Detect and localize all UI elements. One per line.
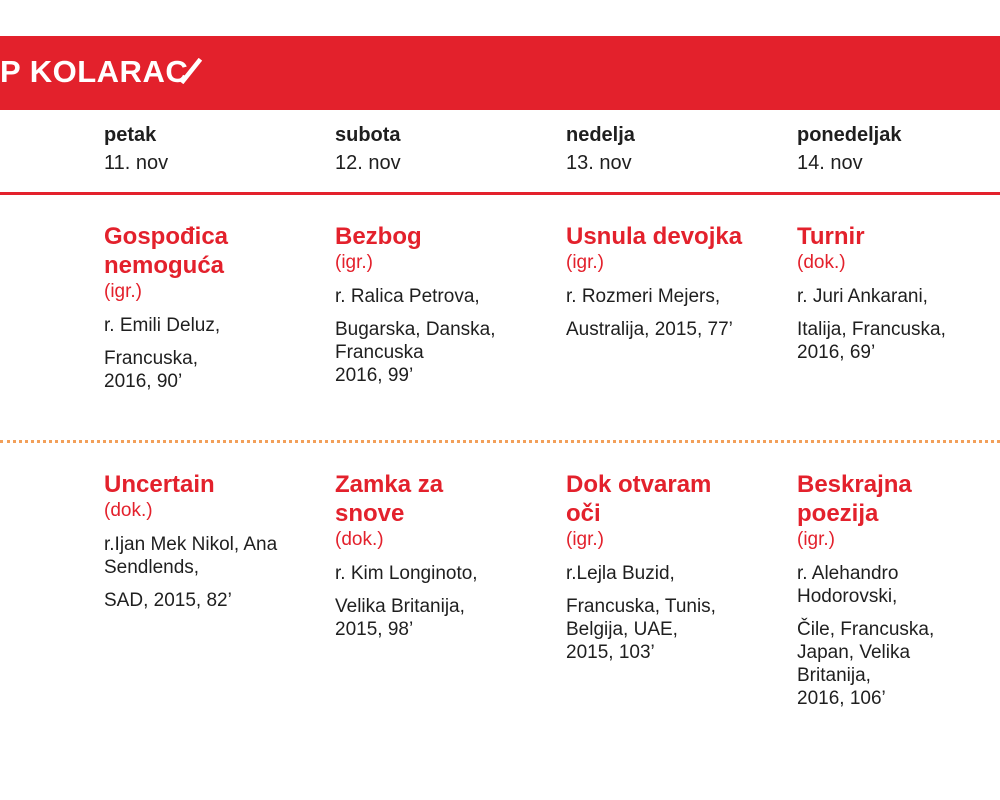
slash-icon <box>177 58 203 84</box>
film-country-year: Čile, Francuska, Japan, Velika Britanija, 2016, 106’ <box>797 619 935 709</box>
film-title[interactable]: Bezbog <box>335 223 422 250</box>
day-date: 13. nov <box>566 152 632 174</box>
day-header-sunday <box>566 122 786 176</box>
day-date: 12. nov <box>335 152 401 174</box>
film-card[interactable] <box>797 222 997 364</box>
day-name: ponedeljak <box>797 124 902 146</box>
film-card[interactable] <box>335 470 535 641</box>
film-country-year: SAD, 2015, 82’ <box>104 590 232 611</box>
film-card[interactable] <box>566 222 766 341</box>
page-title: P KOLARAC <box>0 54 189 89</box>
film-title[interactable]: Dok otvaram oči <box>566 471 712 527</box>
film-director: r. Emili Deluz, <box>104 315 221 336</box>
film-title[interactable]: Uncertain <box>104 471 215 498</box>
film-card[interactable] <box>104 222 304 393</box>
day-name: petak <box>104 124 157 146</box>
film-genre: (dok.) <box>335 529 384 550</box>
day-header-saturday <box>335 122 555 176</box>
film-genre: (igr.) <box>566 529 604 550</box>
film-genre: (igr.) <box>797 529 835 550</box>
film-director: r. Ralica Petrova, <box>335 286 480 307</box>
film-director: r. Alehandro Hodorovski, <box>797 563 899 607</box>
film-genre: (igr.) <box>104 281 142 302</box>
film-title[interactable]: Turnir <box>797 223 865 250</box>
film-country-year: Australija, 2015, 77’ <box>566 319 733 340</box>
film-director: r. Kim Longinoto, <box>335 563 478 584</box>
film-country-year: Italija, Francuska, 2016, 69’ <box>797 319 946 363</box>
film-country-year: Francuska, Tunis, Belgija, UAE, 2015, 103’ <box>566 596 716 663</box>
film-director: r.Ijan Mek Nikol, Ana Sendlends, <box>104 534 278 578</box>
film-title[interactable]: Beskrajna poezija <box>797 471 912 527</box>
film-title[interactable]: Usnula devojka <box>566 223 743 250</box>
film-country-year: Bugarska, Danska, Francuska 2016, 99’ <box>335 319 496 386</box>
film-genre: (dok.) <box>104 500 153 521</box>
day-name: subota <box>335 124 401 146</box>
film-country-year: Francuska, 2016, 90’ <box>104 348 198 392</box>
film-genre: (igr.) <box>566 252 604 273</box>
film-card[interactable] <box>797 470 997 710</box>
film-title[interactable]: Gospođica nemoguća <box>104 223 229 279</box>
day-header-monday <box>797 122 1000 176</box>
film-card[interactable] <box>566 470 766 664</box>
film-card[interactable] <box>335 222 535 387</box>
film-country-year: Velika Britanija, 2015, 98’ <box>335 596 465 640</box>
film-director: r. Rozmeri Mejers, <box>566 286 721 307</box>
film-director: r. Juri Ankarani, <box>797 286 928 307</box>
day-date: 11. nov <box>104 152 169 174</box>
film-genre: (igr.) <box>335 252 373 273</box>
row-divider-dotted <box>0 440 1000 443</box>
header-divider <box>0 192 1000 195</box>
film-title[interactable]: Zamka za snove <box>335 471 444 527</box>
film-genre: (dok.) <box>797 252 846 273</box>
day-date: 14. nov <box>797 152 863 174</box>
day-header-friday <box>104 122 324 176</box>
film-director: r.Lejla Buzid, <box>566 563 675 584</box>
day-name: nedelja <box>566 124 635 146</box>
film-card[interactable] <box>104 470 304 612</box>
